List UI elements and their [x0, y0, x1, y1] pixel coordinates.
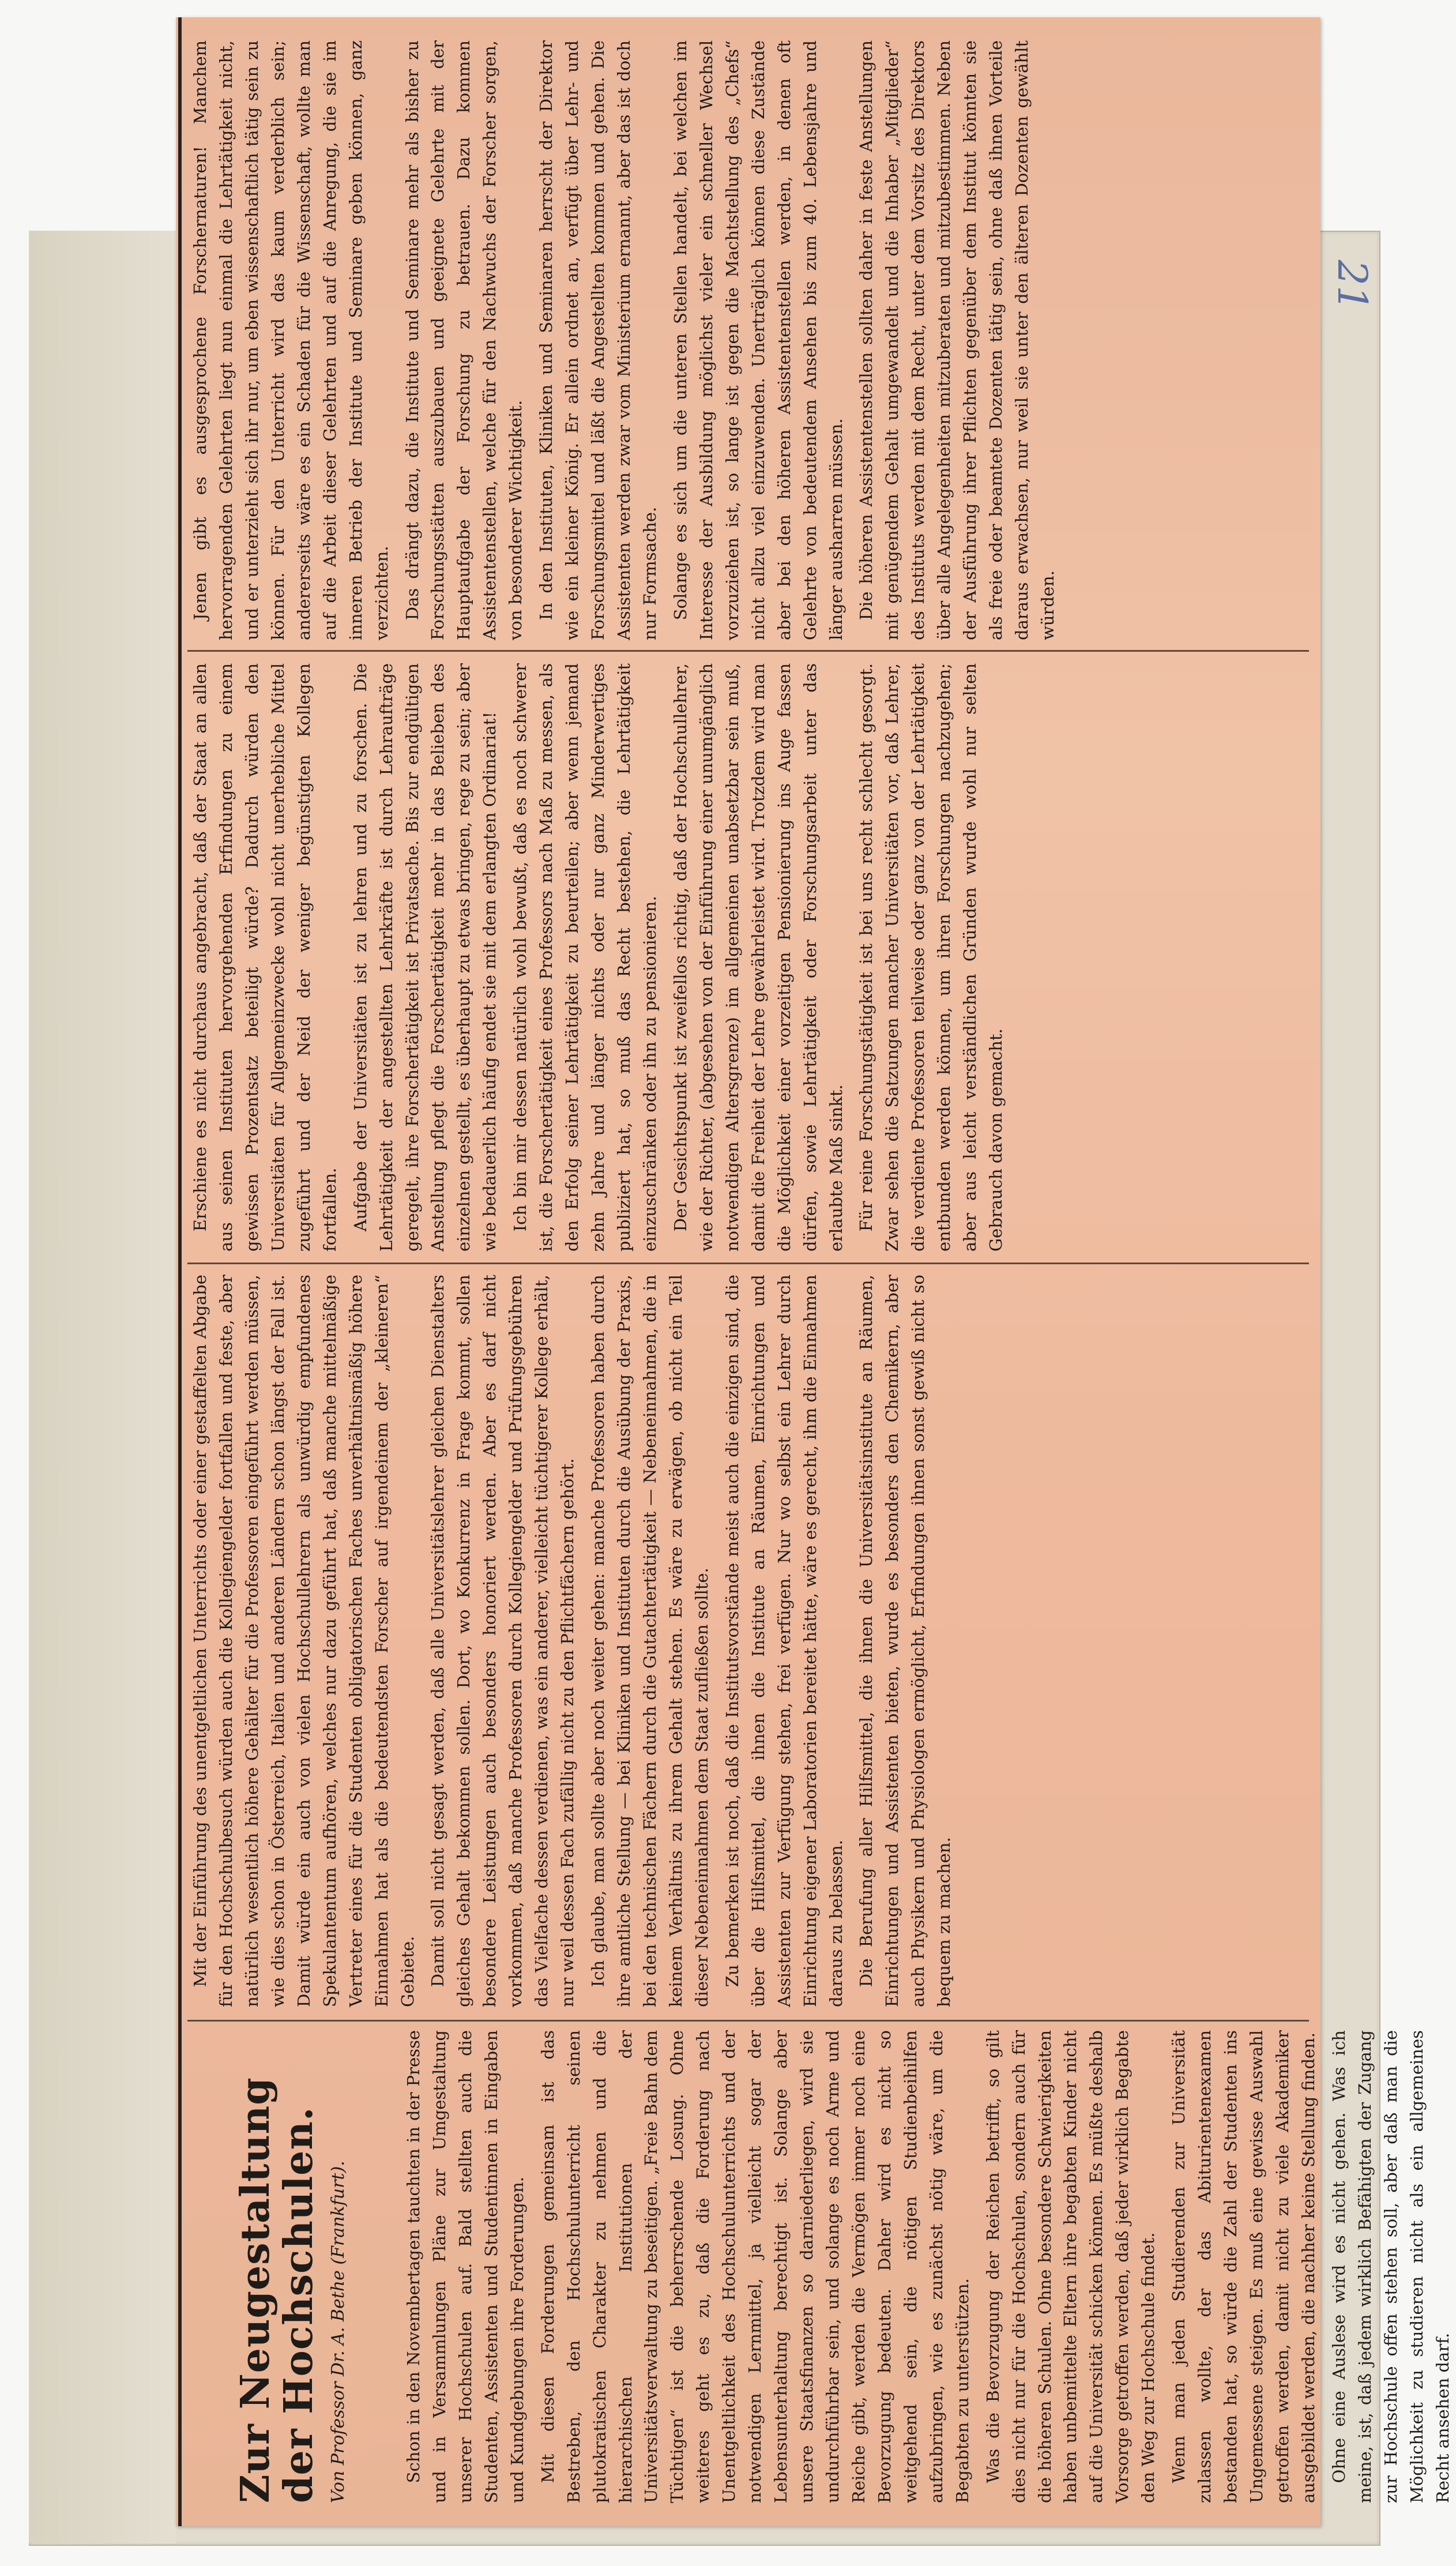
title-block	[187, 2053, 395, 2503]
paragraph: Jenen gibt es ausgesprochene Forschernaturen! Manchem hervorragenden Gelehrten liegt nun einmal die Lehrtätigkeit nicht, und er unterzieht sich ihr nur, um eben wissenschaftlich tätig sein zu können. Für den Unterricht wird das kaum verderblich sein; andererseits wäre es ein Schaden für die Wissenschaft, wollte man auf die Arbeit dieser Gelehrten und auf die Anregung, die sie im inneren Betrieb der Institute und Seminare geben können, ganz verzichten.	[190, 40, 392, 640]
paragraph: Erschiene es nicht durchaus angebracht, daß der Staat an allen aus seinen Instituten hervorgehenden Erfindungen zu einem gewissen Prozentsatz beteiligt würde? Dadurch würden den Universitäten für Allgemeinzwecke wohl nicht unerhebliche Mittel zugeführt und der Neid der weniger begünstigten Kollegen fortfallen.	[190, 663, 340, 1252]
article-byline: Von Professor Dr. A. Bethe (Frankfurt).	[328, 2161, 349, 2503]
paragraph: In den Instituten, Kliniken und Seminaren herrscht der Direktor wie ein kleiner König. Er allein ordnet an, verfügt über Lehr- und Forschungsmittel und läßt die Angestellten kommen und gehen. Die Assistenten werden zwar vom Ministerium ernannt, aber das ist doch nur Formsache.	[536, 40, 660, 640]
paragraph: Aufgabe der Universitäten ist zu lehren und zu forschen. Die Lehrtätigkeit der angestellten Lehrkräfte ist durch Lehraufträge geregelt, ihre Forschertätigkeit ist Privatsache. Bis zur endgültigen Anstellung pflegt die Forschertätigkeit mehr in das Belieben des einzelnen gestellt, es überhaupt zu etwas bringen, rege zu sein; aber wie bedauerlich häufig endet sie mit dem erlangten Ordinariat!	[350, 663, 500, 1252]
article-title: Zur Neugestaltung der Hochschulen.	[232, 2077, 322, 2503]
paragraph: Mit diesen Forderungen gemeinsam ist das Bestreben, den Hochschulunterricht seinen plutokratischen Charakter zu nehmen und die hierarchischen Institutionen der Universitätsverwaltung zu beseitigen. „Freie Bahn dem Tüchtigen“ ist die beherrschende Losung. Ohne weiteres geht es zu, daß die Forderung nach Unentgeltlichkeit des Hochschulunterrichts und der notwendigen Lernmittel, ja vielleicht sogar der Lebensunterhaltung berechtigt ist. Solange aber unsere Staatsfinanzen so darniederliegen, wird sie undurchführbar sein, und solange es noch Arme und Reiche gibt, werden die Vermögen immer noch eine Bevorzugung bedeuten. Daher wird es nicht so weitgehend sein, die nötigen Studienbeihilfen aufzubringen, wie es zunächst nötig wäre, um die Begabten zu unterstützen.	[537, 2030, 972, 2503]
column-divider	[187, 650, 1309, 652]
paragraph: Wenn man jeden Studierenden zur Universität zulassen wollte, der das Abiturientenexamen bestanden hat, so würde die Zahl der Studenten ins Ungemessene steigen. Es muß eine gewisse Auswahl getroffen werden, damit nicht zu viele Akademiker ausgebildet werden, die nachher keine Stellung finden.	[1169, 2030, 1318, 2503]
column-border-rule	[178, 17, 182, 2526]
paragraph: Die höheren Assistentenstellen sollten daher in feste Anstellungen mit genügendem Gehalt umgewandelt und die Inhaber „Mitglieder“ des Instituts werden mit dem Recht, unter dem Vorsitz des Direktors über alle Angelegenheiten mitzuberaten und mitzubestimmen. Neben der Ausführung ihrer Pflichten gegenüber dem Institut könnten sie als freie oder beamtete Dozenten tätig sein, ohne daß ihnen Vorteile daraus erwachsen, nur weil sie unter den älteren Dozenten gewählt würden.	[856, 40, 1058, 640]
paragraph: Solange es sich um die unteren Stellen handelt, bei welchen im Interesse der Ausbildung möglichst vieler ein schneller Wechsel vorzuziehen ist, so lange ist gegen die Machtstellung des „Chefs“ nicht allzu viel einzuwenden. Unerträglich können diese Zustände aber bei den höheren Assistentenstellen werden, in denen oft Gelehrte von bedeutendem Ansehen bis zum 40. Lebensjahre und länger ausharren müssen.	[670, 40, 846, 640]
paragraph: Ohne eine Auslese wird es nicht gehen. Was ich meine, ist, daß jedem wirklich Befähigten der Zugang zur Hochschule offen stehen soll, aber daß man die Möglichkeit zu studieren nicht als ein allgemeines Recht ansehen darf.	[1329, 2030, 1453, 2503]
paragraph: Der Gesichtspunkt ist zweifellos richtig, daß der Hochschullehrer, wie der Richter, (abgesehen von der Einführung einer unumgänglich notwendigen Altersgrenze) im allgemeinen unabsetzbar sein muß, damit die Freiheit der Lehre gewährleistet wird. Trotzdem wird man die Möglichkeit einer vorzeitigen Pensionierung ins Auge fassen dürfen, sowie Lehrtätigkeit oder Forschungsarbeit unter das erlaubte Maß sinkt.	[670, 663, 846, 1252]
paragraph: Für reine Forschungstätigkeit ist bei uns recht schlecht gesorgt. Zwar sehen die Satzungen mancher Universitäten vor, daß Lehrer, die verdiente Professoren teilweise oder ganz von der Lehrtätigkeit entbunden werden können, um ihren Forschungen nachzugehen; aber aus leicht verständlichen Gründen wurde wohl nur selten Gebrauch davon gemacht.	[856, 663, 1006, 1252]
paragraph: Das drängt dazu, die Institute und Seminare mehr als bisher zu Forschungsstätten auszubauen und geeignete Gelehrte mit der Hauptaufgabe der Forschung zu betrauen. Dazu kommen Assistentenstellen, welche für den Nachwuchs der Forscher sorgen, von besonderer Wichtigkeit.	[402, 40, 526, 640]
column-divider	[187, 1263, 1309, 1264]
page-number: 21	[1329, 260, 1376, 311]
text-column-3	[187, 663, 1309, 1252]
paragraph: Schon in den Novembertagen tauchten in der Presse und in Versammlungen Pläne zur Umgestaltung unserer Hochschulen auf. Bald stellten auch die Studenten, Assistenten und Studentinnen in Eingaben und Kundgebungen ihre Forderungen.	[404, 2030, 527, 2503]
text-column-4	[187, 40, 1309, 640]
paragraph: Ich bin mir dessen natürlich wohl bewußt, daß es noch schwerer ist, die Forschertätigkeit eines Professors nach Maß zu messen, als den Erfolg seiner Lehrtätigkeit zu beurteilen; aber wenn jemand zehn Jahre und länger nichts oder nur ganz Minderwertiges publiziert hat, so muß das Recht bestehen, die Lehrtätigkeit einzuschränken oder ihn zu pensionieren.	[510, 663, 660, 1252]
backing-sheet-edge	[29, 231, 176, 2544]
paragraph: Mit der Einführung des unentgeltlichen Unterrichts oder einer gestaffelten Abgabe für den Hochschulbesuch würden auch die Kollegiengelder fortfallen und feste, aber natürlich wesentlich höhere Gehälter für die Professoren eingeführt werden müssen, wie dies schon in Österreich, Italien und anderen Ländern schon längst der Fall ist. Damit würde ein auch von vielen Hochschullehrern als unwürdig empfundenes Spekulantentum aufhören, welches nur dazu geführt hat, daß manche mittelmäßige Vertreter eines für die Studenten obligatorischen Faches unverhältnismäßig höhere Einnahmen hat als die bedeutendsten Forscher auf irgendeinem der „kleineren“ Gebiete.	[190, 1275, 417, 2007]
paragraph: Die Berufung aller Hilfsmittel, die ihnen die Universitätsinstitute an Räumen, Einrichtungen und Assistenten bieten, wurde es besonders den Chemikern, aber auch Physikern und Physiologen ermöglicht, Erfindungen ihnen sonst gewiß nicht so bequem zu machen.	[856, 1275, 954, 2007]
text-column-2	[187, 1275, 1309, 2007]
text-column-1	[401, 2030, 1453, 2503]
paragraph: Zu bemerken ist noch, daß die Institutsvorstände meist auch die einzigen sind, die über die Hilfsmittel, die ihnen die Institute an Räumen, Einrichtungen und Assistenten zur Verfügung stehen, frei verfügen. Nur wo selbst ein Lehrer durch Einrichtung eigener Laboratorien bereitet hätte, wäre es gerecht, ihm die Einnahmen daraus zu belassen.	[722, 1275, 846, 2007]
paragraph: Was die Bevorzugung der Reichen betrifft, so gilt dies nicht nur für die Hochschulen, sondern auch für die höheren Schulen. Ohne besondere Schwierigkeiten haben unbemittelte Eltern ihre begabten Kinder nicht auf die Universität schicken können. Es müßte deshalb Vorsorge getroffen werden, daß jeder wirklich Begabte den Weg zur Hochschule findet.	[983, 2030, 1158, 2503]
paragraph: Ich glaube, man sollte aber noch weiter gehen: manche Professoren haben durch ihre amtliche Stellung — bei Kliniken und Instituten durch die Ausübung der Praxis, bei den technischen Fächern durch die Gutachtertätigkeit — Nebeneinnahmen, die in keinem Verhältnis zu ihrem Gehalt stehen. Es wäre zu erwägen, ob nicht ein Teil dieser Nebeneinnahmen dem Staat zufließen sollte.	[588, 1275, 712, 2007]
paragraph: Damit soll nicht gesagt werden, daß alle Universitätslehrer gleichen Dienstalters gleiches Gehalt bekommen sollen. Dort, wo Konkurrenz in Frage kommt, sollen besondere Leistungen auch besonders honoriert werden. Aber es darf nicht vorkommen, daß manche Professoren durch Kollegiengelder und Prüfungsgebühren das Vielfache dessen verdienen, was ein anderer, vielleicht tüchtigerer Kollege erhält, nur weil dessen Fach zufällig nicht zu den Pflichtfächern gehört.	[428, 1275, 578, 2007]
column-divider	[187, 2020, 1309, 2022]
